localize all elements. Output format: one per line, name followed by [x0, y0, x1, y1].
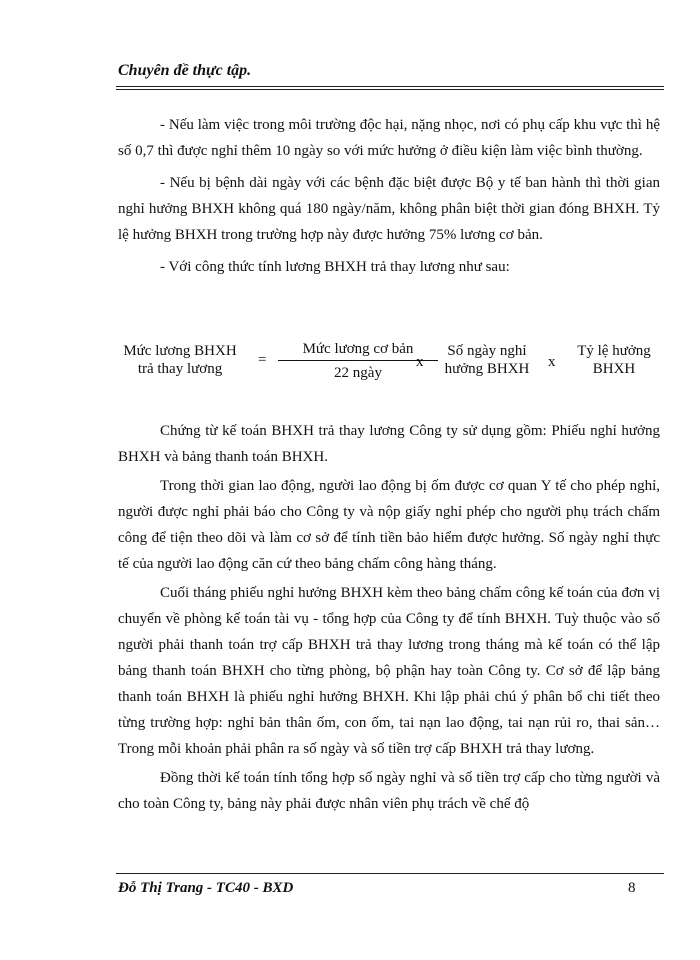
- times-sign: x: [548, 354, 556, 370]
- bhxh-formula: [110, 340, 670, 384]
- formula-numerator: Mức lương cơ bản: [302, 341, 414, 357]
- formula-days-line2: hưởng BHXH: [444, 361, 530, 377]
- paragraph: Trong thời gian lao động, người lao động bị ốm được cơ quan Y tế cho phép nghỉ, người được nghỉ phải báo cho Công ty và nộp giấy nghỉ phép cho người phụ trách chấm công để tiện theo dõi và làm cơ sở để tính tiền bảo hiểm được hưởng. Số ngày nghỉ thực tế của người lao động căn cứ theo bảng chấm công hàng tháng.: [118, 478, 660, 572]
- paragraph: - Với công thức tính lương BHXH trả thay lương như sau:: [160, 259, 510, 275]
- formula-rate: [562, 342, 666, 378]
- paragraph: - Nếu bị bệnh dài ngày với các bệnh đặc biệt được Bộ y tế ban hành thì thời gian nghỉ hưởng BHXH không quá 180 ngày/năm, không phân biệt thời gian đóng BHXH. Tỷ lệ hưởng BHXH trong trường hợp này được hưởng 75% lương cơ bản.: [118, 175, 660, 243]
- header-title: Chuyên đề thực tập.: [118, 62, 252, 79]
- bottom-section: [118, 418, 660, 817]
- top-section: [118, 112, 660, 280]
- footer-author: Đỗ Thị Trang - TC40 - BXD: [118, 880, 294, 896]
- header-rule-top: [116, 86, 664, 87]
- formula-denominator: 22 ngày: [334, 365, 382, 381]
- formula-lhs: [110, 342, 250, 378]
- paragraph: Chứng từ kế toán BHXH trả thay lương Công ty sử dụng gồm: Phiếu nghỉ hưởng BHXH và bảng thanh toán BHXH.: [118, 423, 660, 465]
- equals-sign: =: [258, 352, 267, 368]
- formula-days: [432, 342, 542, 378]
- times-sign: x: [416, 354, 424, 370]
- formula-lhs-line2: trả thay lương: [137, 361, 223, 377]
- formula-days-line1: Số ngày nghỉ: [447, 343, 527, 359]
- paragraph: Đồng thời kế toán tính tổng hợp số ngày nghỉ và số tiền trợ cấp cho từng người và cho toàn Công ty, bảng này phải được nhân viên phụ trách về chế độ: [118, 770, 660, 812]
- formula-lhs-line1: Mức lương BHXH: [123, 343, 237, 359]
- page-number: 8: [628, 880, 636, 896]
- paragraph: - Nếu làm việc trong môi trường độc hại, nặng nhọc, nơi có phụ cấp khu vực thì hệ số 0,7 thì được nghỉ thêm 10 ngày so với mức hưởng ở điều kiện làm việc bình thường.: [118, 117, 660, 159]
- header-rule-bottom: [116, 89, 664, 90]
- paragraph: Cuối tháng phiếu nghỉ hưởng BHXH kèm theo bảng chấm công kế toán của đơn vị chuyển về phòng kế toán tài vụ - tổng hợp của Công ty để tính BHXH. Tuỳ thuộc vào số người phải thanh toán trợ cấp BHXH trả thay lương trong tháng mà kế toán có thể lập bảng thanh toán BHXH cho từng phòng, bộ phận hay toàn Công ty. Cơ sở để lập bảng thanh toán BHXH là phiếu nghỉ hưởng BHXH. Khi lập phải chú ý phân bổ chi tiết theo từng trường hợp: nghỉ bản thân ốm, con ốm, tai nạn lao động, tai nạn rủi ro, thai sản… Trong mỗi khoản phải phân ra số ngày và số tiền trợ cấp BHXH trả thay lương.: [118, 585, 660, 757]
- formula-rate-line2: BHXH: [592, 361, 636, 377]
- footer-rule: [116, 873, 664, 874]
- fraction-bar: [278, 360, 438, 361]
- formula-rate-line1: Tỷ lệ hưởng: [577, 343, 651, 359]
